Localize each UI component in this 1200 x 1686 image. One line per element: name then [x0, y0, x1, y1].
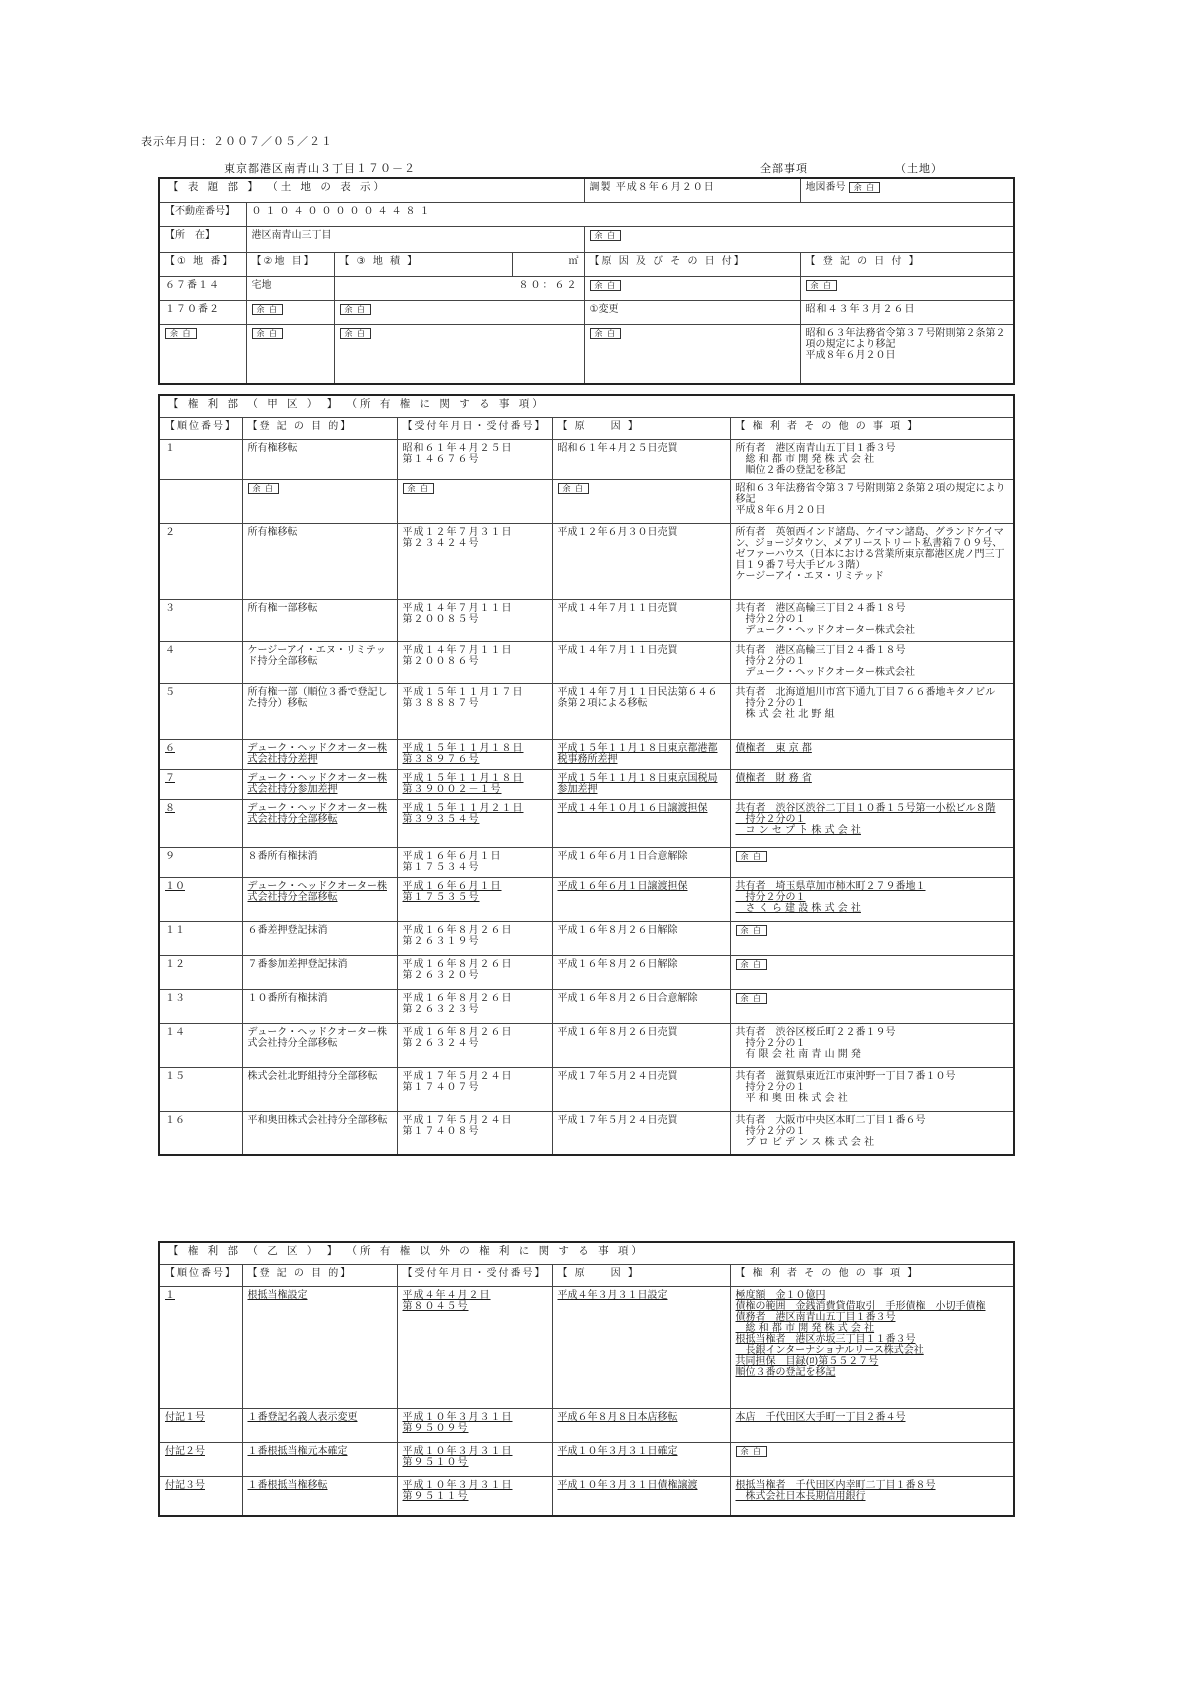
- chiseki-cell: [334, 300, 584, 324]
- table-row: [159, 1111, 1014, 1155]
- yohaku-stamp: 余 白: [590, 230, 622, 241]
- purpose-cell: ６番差押登記抹消: [242, 921, 397, 955]
- receipt-cell: 平成１７年５月２４日 第１７４０７号: [397, 1067, 552, 1111]
- purpose-cell: １番根抵当権元本確定: [242, 1442, 397, 1476]
- cause-cell: 平成６年８月８日本店移転: [552, 1408, 730, 1442]
- purpose-cell: 所有権一部移転: [242, 599, 397, 641]
- holder-cell: 共有者 港区高輪三丁目２４番１８号 持分２分の１ デューク・ヘッドクオーター株式会社: [730, 641, 1014, 683]
- table-row: [159, 479, 1014, 523]
- header-chiseki: 【 ③ 地 積 】: [334, 252, 512, 276]
- receipt-cell: 平成１４年７月１１日 第２００８５号: [397, 599, 552, 641]
- shozai-yohaku: [584, 226, 1014, 252]
- chiseki-cell: ８０：６２: [334, 276, 584, 300]
- yohaku-stamp: 余 白: [340, 304, 372, 315]
- fudosan-label: 【不動産番号】: [159, 202, 246, 226]
- table-row: [159, 1067, 1014, 1111]
- purpose-cell: １番根抵当権移転: [242, 1476, 397, 1516]
- rank-cell: ９: [159, 847, 242, 877]
- receipt-cell: 平成１０年３月３１日 第９５１１号: [397, 1476, 552, 1516]
- header-rank: 【順位番号】: [159, 1264, 242, 1286]
- cause-cell: 平成１４年７月１１日売買: [552, 641, 730, 683]
- yohaku-stamp: 余 白: [736, 959, 768, 970]
- yohaku-stamp: 余 白: [736, 1446, 768, 1457]
- purpose-cell: デューク・ヘッドクオーター株式会社持分差押: [242, 739, 397, 769]
- cause-cell: [552, 479, 730, 523]
- kou-title-row: [159, 395, 1014, 417]
- table-row: [159, 641, 1014, 683]
- rank-cell: 付記２号: [159, 1442, 242, 1476]
- table-row: [159, 439, 1014, 479]
- yohaku-stamp: 余 白: [590, 328, 622, 339]
- purpose-cell: デューク・ヘッドクオーター株式会社持分全部移転: [242, 877, 397, 921]
- rank-cell: 付記１号: [159, 1408, 242, 1442]
- chosei-date: 調製 平成８年６月２０日: [584, 178, 800, 202]
- holder-cell: 共有者 滋賀県東近江市東沖野一丁目７番１０号 持分２分の１ 平 和 奥 田 株 式 会 社: [730, 1067, 1014, 1111]
- holder-cell: 債権者 財 務 省: [730, 769, 1014, 799]
- cause-cell: 平成１６年８月２６日合意解除: [552, 989, 730, 1023]
- purpose-cell: ８番所有権抹消: [242, 847, 397, 877]
- cause-cell: 平成１６年８月２６日売買: [552, 1023, 730, 1067]
- hyodai-title: 【 表 題 部 】 （土 地 の 表 示）: [159, 178, 584, 202]
- receipt-cell: 平成１７年５月２４日 第１７４０８号: [397, 1111, 552, 1155]
- receipt-cell: 平成１６年８月２６日 第２６３２０号: [397, 955, 552, 989]
- holder-cell: [730, 989, 1014, 1023]
- holder-cell: 共有者 大阪市中央区本町二丁目１番６号 持分２分の１ プ ロ ビ デ ン ス 株 式 会 社: [730, 1111, 1014, 1155]
- receipt-cell: 平成１４年７月１１日 第２００８６号: [397, 641, 552, 683]
- header-cause: 【 原 因 】: [552, 1264, 730, 1286]
- cause-cell: 平成１７年５月２４日売買: [552, 1067, 730, 1111]
- receipt-cell: 平成１５年１１月１７日 第３８８８７号: [397, 683, 552, 739]
- rank-cell: １１: [159, 921, 242, 955]
- table-row: [159, 799, 1014, 847]
- rank-cell: １５: [159, 1067, 242, 1111]
- cause-cell: 昭和６１年４月２５日売買: [552, 439, 730, 479]
- yohaku-stamp: 余 白: [252, 304, 284, 315]
- rank-cell: １: [159, 439, 242, 479]
- rank-cell: ４: [159, 641, 242, 683]
- yohaku-stamp: 余 白: [340, 328, 372, 339]
- table-row: [159, 1476, 1014, 1516]
- cause-cell: 平成１４年７月１１日売買: [552, 599, 730, 641]
- purpose-cell: デューク・ヘッドクオーター株式会社持分参加差押: [242, 769, 397, 799]
- rank-cell: １３: [159, 989, 242, 1023]
- holder-cell: 本店 千代田区大手町一丁目２番４号: [730, 1408, 1014, 1442]
- table-row: [159, 1442, 1014, 1476]
- cause-cell: 平成１６年８月２６日解除: [552, 955, 730, 989]
- holder-cell: 共有者 渋谷区渋谷二丁目１０番１５号第一小松ビル８階 持分２分の１ コ ン セ プ ト 株 式 会 社: [730, 799, 1014, 847]
- cause-cell: 平成１７年５月２４日売買: [552, 1111, 730, 1155]
- genin-cell: ①変更: [584, 300, 800, 324]
- header-purpose: 【登 記 の 目 的】: [242, 1264, 397, 1286]
- holder-cell: [730, 955, 1014, 989]
- yohaku-stamp: 余 白: [736, 925, 768, 936]
- receipt-cell: 昭和６１年４月２５日 第１４６７６号: [397, 439, 552, 479]
- yohaku-stamp: 余 白: [558, 483, 590, 494]
- holder-cell: 共有者 北海道旭川市宮下通九丁目７６６番地キタノビル 持分２分の１ 株 式 会 社 北 野 組: [730, 683, 1014, 739]
- rank-cell: １６: [159, 1111, 242, 1155]
- table-row: [159, 683, 1014, 739]
- cause-cell: 平成１６年６月１日譲渡担保: [552, 877, 730, 921]
- header-toki: 【 登 記 の 日 付 】: [800, 252, 1014, 276]
- cause-cell: 平成１６年８月２６日解除: [552, 921, 730, 955]
- genin-cell: [584, 324, 800, 384]
- cause-cell: 平成１５年１１月１８日東京国税局参加差押: [552, 769, 730, 799]
- yohaku-stamp: 余 白: [736, 851, 768, 862]
- purpose-cell: １０番所有権抹消: [242, 989, 397, 1023]
- purpose-cell: 所有権移転: [242, 439, 397, 479]
- yohaku-stamp: 余 白: [736, 993, 768, 1004]
- rank-cell: １２: [159, 955, 242, 989]
- header-chiban: 【① 地 番】: [159, 252, 246, 276]
- header-holder: 【 権 利 者 そ の 他 の 事 項 】: [730, 1264, 1014, 1286]
- cause-cell: 平成１４年７月１１日民法第６４６条第２項による移転: [552, 683, 730, 739]
- chiseki-cell: [334, 324, 584, 384]
- purpose-cell: デューク・ヘッドクオーター株式会社持分全部移転: [242, 799, 397, 847]
- rank-cell: ２: [159, 523, 242, 599]
- otsu-title: 【 権 利 部 （ 乙 区 ） 】 （所 有 権 以 外 の 権 利 に 関 す る 事 項）: [159, 1242, 1014, 1264]
- receipt-cell: 平成１５年１１月２１日 第３９３５４号: [397, 799, 552, 847]
- table-row: [159, 1408, 1014, 1442]
- purpose-cell: ７番参加差押登記抹消: [242, 955, 397, 989]
- kou-header-row: [159, 417, 1014, 439]
- table-row: [159, 1023, 1014, 1067]
- table-row: [159, 877, 1014, 921]
- header-genin: 【原 因 及 び そ の 日 付】: [584, 252, 800, 276]
- receipt-cell: [397, 479, 552, 523]
- toki-cell: [800, 276, 1014, 300]
- receipt-cell: 平成１６年８月２６日 第２６３１９号: [397, 921, 552, 955]
- holder-cell: 極度額 金１０億円 債権の範囲 金銭消費貸借取引 手形債権 小切手債権 債務者 港区南青山五丁目１番３号 総 和 都 市 開 発 株 式 会 社 根抵当権者 港区赤坂三丁目１１番３号 長銀インターナショナルリース株式会社 共同担保 目録(ﾛ)第５５２７号 順位３番の登記を移記: [730, 1286, 1014, 1408]
- receipt-cell: 平成４年４月２日 第８０４５号: [397, 1286, 552, 1408]
- otsu-table: [158, 1241, 1015, 1517]
- cause-cell: 平成１２年６月３０日売買: [552, 523, 730, 599]
- yohaku-stamp: 余 白: [403, 483, 435, 494]
- yohaku-stamp: 余 白: [849, 182, 881, 193]
- holder-cell: 昭和６３年法務省令第３７号附則第２条第２項の規定により移記 平成８年６月２０日: [730, 479, 1014, 523]
- cause-cell: 平成１４年１０月１６日譲渡担保: [552, 799, 730, 847]
- holder-cell: 根抵当権者 千代田区内幸町二丁目１番８号 株式会社日本長期信用銀行: [730, 1476, 1014, 1516]
- purpose-cell: １番登記名義人表示変更: [242, 1408, 397, 1442]
- yohaku-stamp: 余 白: [248, 483, 280, 494]
- receipt-cell: 平成１０年３月３１日 第９５１０号: [397, 1442, 552, 1476]
- cause-cell: 平成１５年１１月１８日東京都港都税事務所差押: [552, 739, 730, 769]
- chimoku-cell: 宅地: [246, 276, 334, 300]
- table-row: [159, 955, 1014, 989]
- chizu-bango: [800, 178, 1014, 202]
- table-row: [159, 739, 1014, 769]
- table-row: [159, 989, 1014, 1023]
- rank-cell: ８: [159, 799, 242, 847]
- rank-cell: ３: [159, 599, 242, 641]
- header-holder: 【 権 利 者 そ の 他 の 事 項 】: [730, 417, 1014, 439]
- receipt-cell: 平成１２年７月３１日 第２３４２４号: [397, 523, 552, 599]
- display-date: 表示年月日：２００７／０５／２１: [141, 135, 333, 148]
- rank-cell: １０: [159, 877, 242, 921]
- chimoku-cell: [246, 324, 334, 384]
- holder-cell: 所有者 港区南青山五丁目１番３号 総 和 都 市 開 発 株 式 会 社 順位２番の登記を移記: [730, 439, 1014, 479]
- rank-cell: ６: [159, 739, 242, 769]
- rank-cell: 付記３号: [159, 1476, 242, 1516]
- hyodai-table: [158, 177, 1015, 385]
- toki-cell: 昭和６３年法務省令第３７号附則第２条第２項の規定により移記 平成８年６月２０日: [800, 324, 1014, 384]
- land-tag: （土地）: [895, 162, 943, 175]
- rank-cell: ５: [159, 683, 242, 739]
- purpose-cell: 所有権移転: [242, 523, 397, 599]
- address-line: 東京都港区南青山３丁目１７０－２: [224, 162, 416, 175]
- holder-cell: 債権者 東 京 都: [730, 739, 1014, 769]
- kou-table: [158, 394, 1015, 1156]
- chiban-cell: １７０番２: [159, 300, 246, 324]
- receipt-cell: 平成１６年８月２６日 第２６３２３号: [397, 989, 552, 1023]
- cause-cell: 平成１０年３月３１日債権譲渡: [552, 1476, 730, 1516]
- yohaku-stamp: 余 白: [165, 328, 197, 339]
- table-row: [159, 523, 1014, 599]
- cause-cell: 平成４年３月３１日設定: [552, 1286, 730, 1408]
- rank-cell: １: [159, 1286, 242, 1408]
- receipt-cell: 平成１５年１１月１８日 第３８９７６号: [397, 739, 552, 769]
- shozai-label: 【所 在】: [159, 226, 246, 252]
- fudosan-value: ０１０４０００００４４８１: [246, 202, 1014, 226]
- table-row: [159, 1286, 1014, 1408]
- receipt-cell: 平成１５年１１月１８日 第３９００２－１号: [397, 769, 552, 799]
- header-purpose: 【登 記 の 目 的】: [242, 417, 397, 439]
- yohaku-stamp: 余 白: [590, 280, 622, 291]
- purpose-cell: 根抵当権設定: [242, 1286, 397, 1408]
- receipt-cell: 平成１６年８月２６日 第２６３２４号: [397, 1023, 552, 1067]
- chiban-cell: [159, 324, 246, 384]
- rank-cell: １４: [159, 1023, 242, 1067]
- table-row: [159, 599, 1014, 641]
- yohaku-stamp: 余 白: [252, 328, 284, 339]
- holder-cell: 共有者 渋谷区桜丘町２２番１９号 持分２分の１ 有 限 会 社 南 青 山 開 発: [730, 1023, 1014, 1067]
- holder-cell: 共有者 埼玉県草加市柿木町２７９番地１ 持分２分の１ さ く ら 建 設 株 式 会 社: [730, 877, 1014, 921]
- header-chimoku: 【②地 目】: [246, 252, 334, 276]
- table-row: [159, 921, 1014, 955]
- purpose-cell: [242, 479, 397, 523]
- table-row: [159, 769, 1014, 799]
- header-unit: ㎡: [512, 252, 584, 276]
- chizu-label: 地図番号: [805, 182, 846, 193]
- chimoku-cell: [246, 300, 334, 324]
- holder-cell: [730, 847, 1014, 877]
- holder-cell: [730, 921, 1014, 955]
- cause-cell: 平成１０年３月３１日確定: [552, 1442, 730, 1476]
- kou-title: 【 権 利 部 （ 甲 区 ） 】 （所 有 権 に 関 す る 事 項）: [159, 395, 1014, 417]
- receipt-cell: 平成１０年３月３１日 第９５０９号: [397, 1408, 552, 1442]
- header-rank: 【順位番号】: [159, 417, 242, 439]
- cause-cell: 平成１６年６月１日合意解除: [552, 847, 730, 877]
- otsu-header-row: [159, 1264, 1014, 1286]
- all-items-label: 全部事項: [760, 162, 808, 175]
- header-receipt: 【受付年月日・受付番号】: [397, 417, 552, 439]
- toki-cell: 昭和４３年３月２６日: [800, 300, 1014, 324]
- rank-cell: ７: [159, 769, 242, 799]
- purpose-cell: 株式会社北野組持分全部移転: [242, 1067, 397, 1111]
- otsu-title-row: [159, 1242, 1014, 1264]
- receipt-cell: 平成１６年６月１日 第１７５３５号: [397, 877, 552, 921]
- holder-cell: 共有者 港区高輪三丁目２４番１８号 持分２分の１ デューク・ヘッドクオーター株式会社: [730, 599, 1014, 641]
- purpose-cell: 平和奥田株式会社持分全部移転: [242, 1111, 397, 1155]
- header-cause: 【 原 因 】: [552, 417, 730, 439]
- yohaku-stamp: 余 白: [806, 280, 838, 291]
- receipt-cell: 平成１６年６月１日 第１７５３４号: [397, 847, 552, 877]
- purpose-cell: デューク・ヘッドクオーター株式会社持分全部移転: [242, 1023, 397, 1067]
- holder-cell: 所有者 英領西インド諸島、ケイマン諸島、グランドケイマン、ジョージタウン、メアリーストリート私書箱７０９号、ゼファーハウス（日本における営業所東京都港区虎ノ門三丁目１９番７号大手ビル３階） ケージーアイ・エヌ・リミテッド: [730, 523, 1014, 599]
- header-receipt: 【受付年月日・受付番号】: [397, 1264, 552, 1286]
- chiban-cell: ６７番１４: [159, 276, 246, 300]
- table-row: [159, 847, 1014, 877]
- purpose-cell: 所有権一部（順位３番で登記した持分）移転: [242, 683, 397, 739]
- shozai-value: 港区南青山三丁目: [246, 226, 584, 252]
- rank-cell: [159, 479, 242, 523]
- genin-cell: [584, 276, 800, 300]
- purpose-cell: ケージーアイ・エヌ・リミテッド持分全部移転: [242, 641, 397, 683]
- holder-cell: [730, 1442, 1014, 1476]
